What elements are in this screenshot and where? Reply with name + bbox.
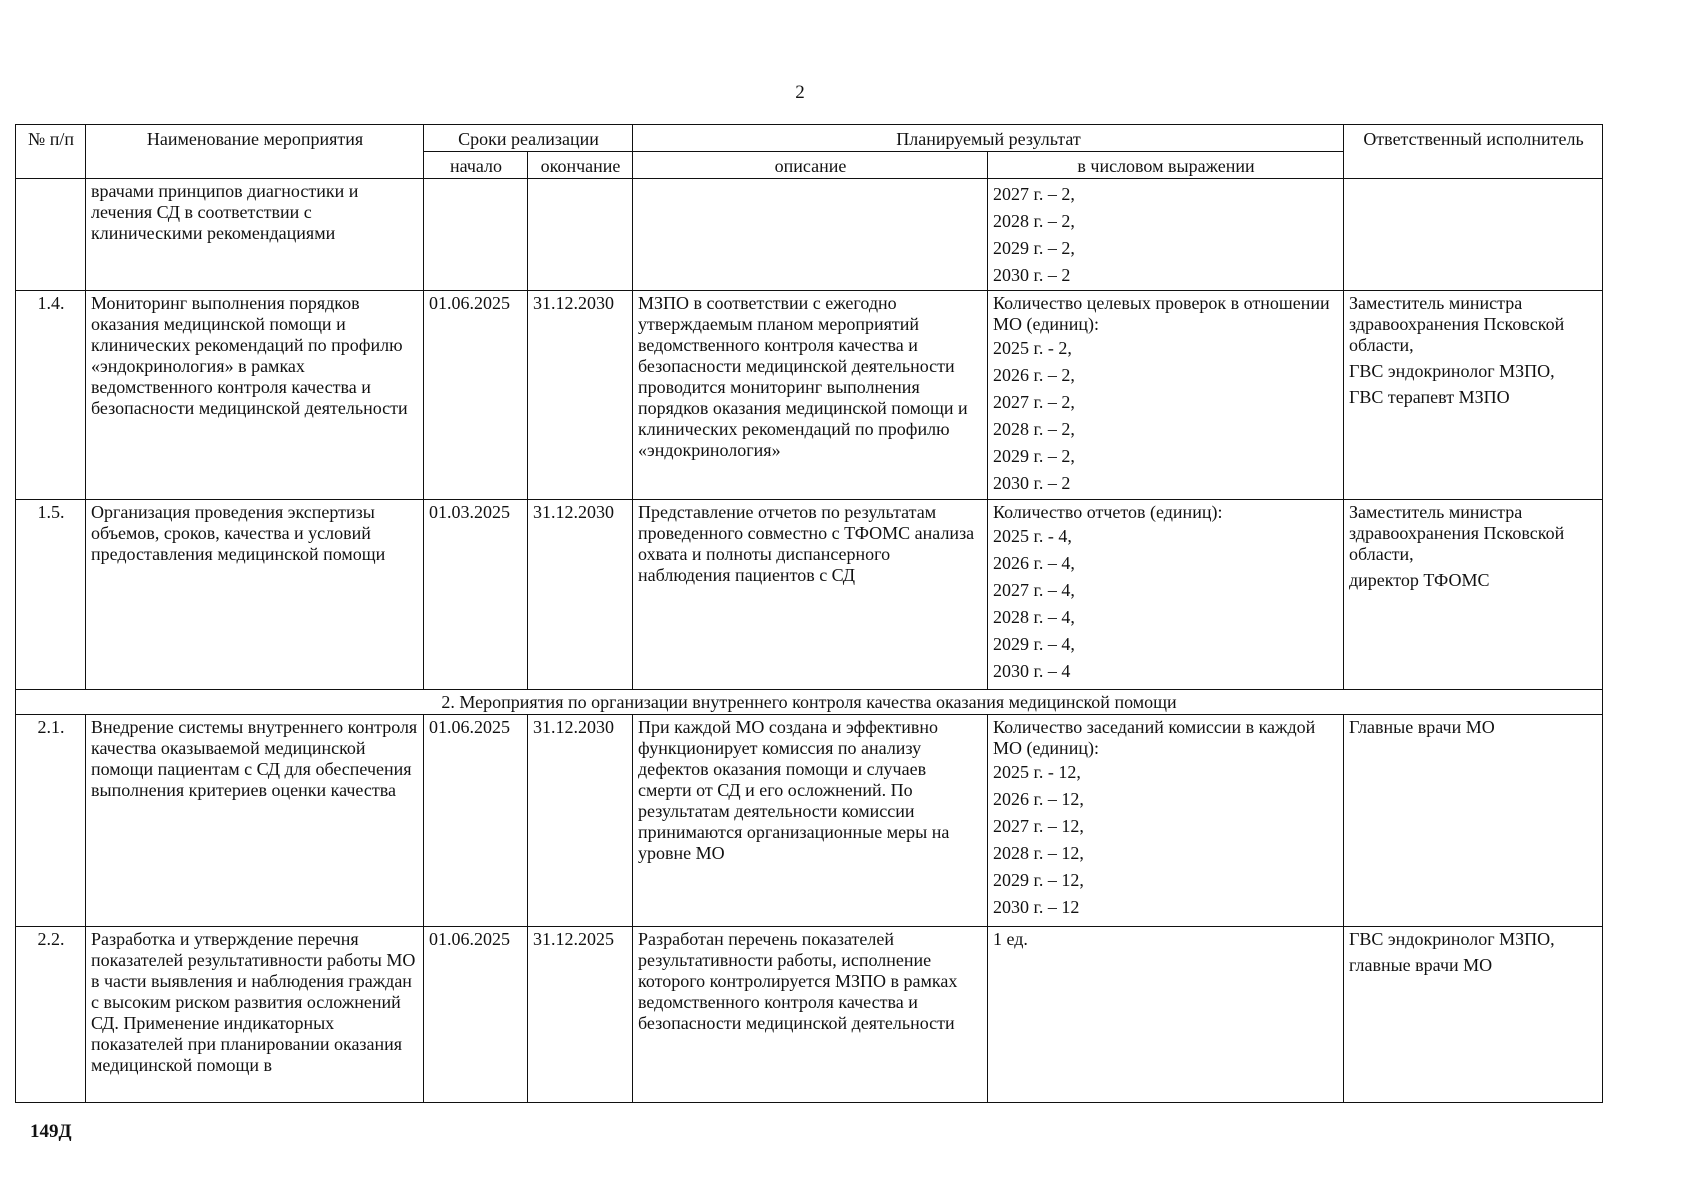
responsible-cell [1344, 715, 1603, 927]
header-description: описание [633, 152, 988, 179]
value-item: 2026 г. – 4, [993, 553, 1075, 573]
value-item: 2028 г. – 2, [993, 419, 1075, 439]
value-item: 2026 г. – 12, [993, 789, 1084, 809]
value-item: 2025 г. - 2, [993, 338, 1072, 358]
responsible-item: директор ТФОМС [1349, 570, 1490, 590]
value-item: 2025 г. - 4, [993, 526, 1072, 546]
value-item: 2030 г. – 2 [993, 265, 1071, 285]
header-responsible: Ответственный исполнитель [1344, 125, 1603, 179]
responsible-cell [1344, 927, 1603, 1103]
responsible-item: Заместитель министра здравоохранения Псковской области, [1349, 293, 1565, 355]
value-cell [988, 927, 1344, 1103]
table-row [16, 500, 1603, 690]
value-item: 2026 г. – 2, [993, 365, 1075, 385]
document-code: 149Д [30, 1121, 72, 1142]
value-cell [988, 291, 1344, 500]
section-heading-row [16, 690, 1603, 715]
row-number: 1.5. [16, 500, 86, 690]
header-period: Сроки реализации [424, 125, 633, 152]
value-item: 2029 г. – 2, [993, 446, 1075, 466]
value-title: 1 ед. [993, 929, 1028, 949]
result-description: Представление отчетов по результатам проведенного совместно с ТФОМС анализа охвата и полноты диспансерного наблюдения пациентов с СД [633, 500, 988, 690]
table-row-continuation [16, 179, 1603, 291]
responsible-item: Заместитель министра здравоохранения Псковской области, [1349, 502, 1565, 564]
section-title: 2. Мероприятия по организации внутреннего контроля качества оказания медицинской помощи [16, 690, 1603, 715]
row-number: 2.1. [16, 715, 86, 927]
value-item: 2027 г. – 12, [993, 816, 1084, 836]
responsible-item: главные врачи МО [1349, 955, 1493, 975]
result-description: Разработан перечень показателей результативности работы, исполнение которого контролируется МЗПО в рамках ведомственного контроля качества и безопасности медицинской деятельности [633, 927, 988, 1103]
activity-name: Организация проведения экспертизы объемов, сроков, качества и условий предоставления медицинской помощи [86, 500, 424, 690]
responsible-item: ГВС эндокринолог МЗПО, [1349, 361, 1555, 381]
start-date: 01.06.2025 [424, 291, 528, 500]
responsible-item: ГВС эндокринолог МЗПО, [1349, 929, 1555, 949]
activities-table [15, 124, 1603, 1103]
value-title: Количество отчетов (единиц): [993, 502, 1223, 522]
activity-name: врачами принципов диагностики и лечения СД в соответствии с клиническими рекомендациями [86, 179, 424, 291]
header-name: Наименование мероприятия [86, 125, 424, 179]
responsible-item: Главные врачи МО [1349, 717, 1495, 737]
header-num: № п/п [16, 125, 86, 179]
value-item: 2028 г. – 12, [993, 843, 1084, 863]
value-item: 2029 г. – 2, [993, 238, 1075, 258]
header-result: Планируемый результат [633, 125, 1344, 152]
activity-name: Разработка и утверждение перечня показателей результативности работы МО в части выявления и наблюдения граждан с высоким риском развития осложнений СД. Применение индикаторных показателей при планировании оказания медицинской помощи в [86, 927, 424, 1103]
activity-name: Мониторинг выполнения порядков оказания медицинской помощи и клинических рекомендаций по профилю «эндокринология» в рамках ведомственного контроля качества и безопасности медицинской деятельности [86, 291, 424, 500]
value-item: 2030 г. – 2 [993, 473, 1071, 493]
end-date: 31.12.2030 [528, 715, 633, 927]
value-title: Количество целевых проверок в отношении МО (единиц): [993, 293, 1330, 334]
result-description: При каждой МО создана и эффективно функционирует комиссия по анализу дефектов оказания помощи и случаев смерти от СД и его осложнений. По результатам деятельности комиссии принимаются организационные меры на уровне МО [633, 715, 988, 927]
value-cell [988, 500, 1344, 690]
end-date: 31.12.2030 [528, 291, 633, 500]
table-row [16, 715, 1603, 927]
value-item: 2029 г. – 4, [993, 634, 1075, 654]
responsible-item: ГВС терапевт МЗПО [1349, 387, 1510, 407]
value-title: Количество заседаний комиссии в каждой МО (единиц): [993, 717, 1316, 758]
value-item: 2030 г. – 4 [993, 661, 1071, 681]
responsible-cell [1344, 291, 1603, 500]
value-cell [988, 179, 1344, 291]
value-item: 2029 г. – 12, [993, 870, 1084, 890]
header-start: начало [424, 152, 528, 179]
value-item: 2027 г. – 2, [993, 392, 1075, 412]
page-number: 2 [795, 82, 805, 103]
header-value: в числовом выражении [988, 152, 1344, 179]
row-number: 1.4. [16, 291, 86, 500]
table-row [16, 291, 1603, 500]
row-number: 2.2. [16, 927, 86, 1103]
table-row [16, 927, 1603, 1103]
value-item: 2025 г. - 12, [993, 762, 1081, 782]
responsible-cell [1344, 500, 1603, 690]
end-date: 31.12.2025 [528, 927, 633, 1103]
result-description: МЗПО в соответствии с ежегодно утверждаемым планом мероприятий ведомственного контроля качества и безопасности медицинской деятельности проводится мониторинг выполнения порядков оказания медицинской помощи и клинических рекомендаций по профилю «эндокринология» [633, 291, 988, 500]
value-cell [988, 715, 1344, 927]
start-date: 01.06.2025 [424, 715, 528, 927]
end-date: 31.12.2030 [528, 500, 633, 690]
start-date: 01.06.2025 [424, 927, 528, 1103]
start-date: 01.03.2025 [424, 500, 528, 690]
value-item: 2027 г. – 2, [993, 184, 1075, 204]
header-end: окончание [528, 152, 633, 179]
value-item: 2030 г. – 12 [993, 897, 1080, 917]
value-item: 2027 г. – 4, [993, 580, 1075, 600]
activity-name: Внедрение системы внутреннего контроля качества оказываемой медицинской помощи пациентам с СД для обеспечения выполнения критериев оценки качества [86, 715, 424, 927]
value-item: 2028 г. – 2, [993, 211, 1075, 231]
value-item: 2028 г. – 4, [993, 607, 1075, 627]
